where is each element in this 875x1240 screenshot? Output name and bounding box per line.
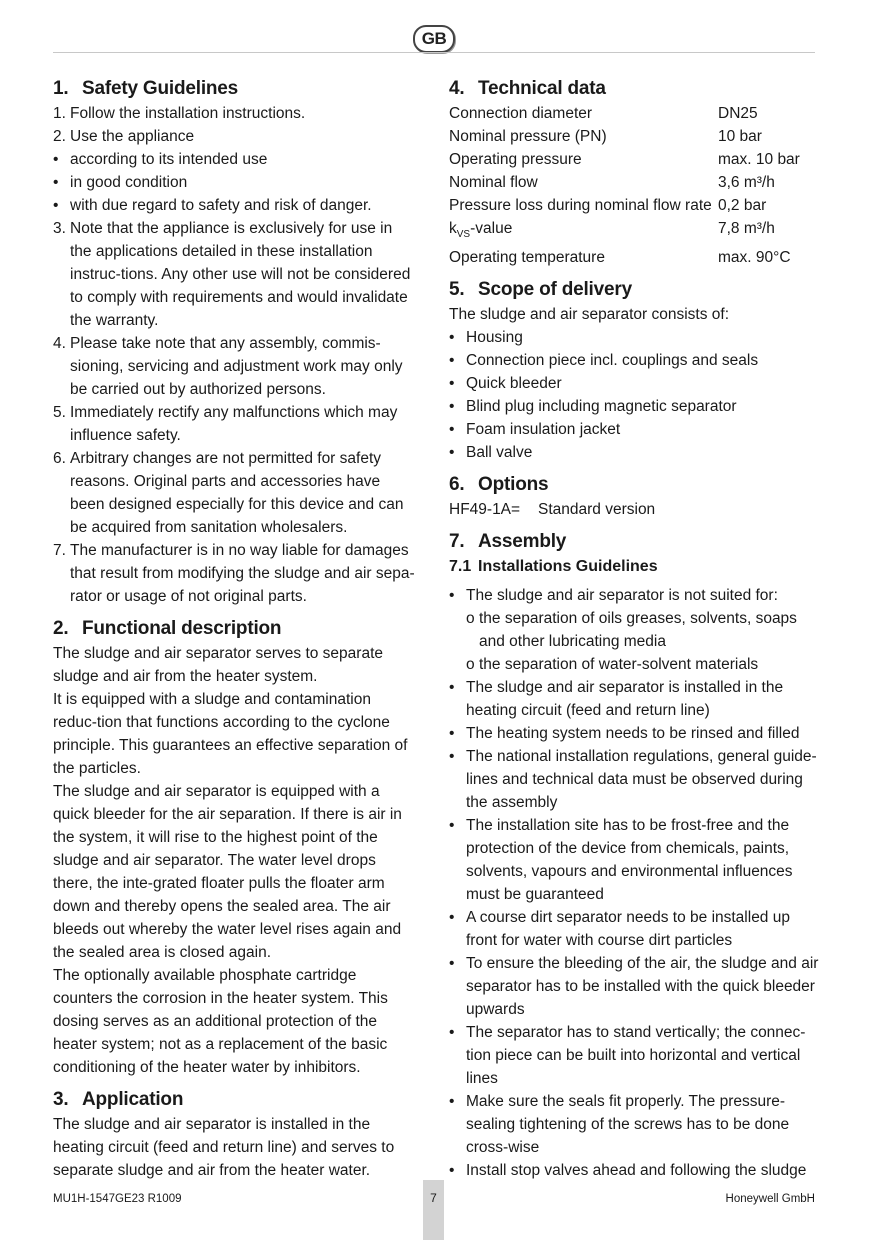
list-marker: •: [449, 1162, 455, 1180]
spec-value: DN25: [718, 105, 758, 122]
list-item: [53, 401, 418, 447]
list-marker: •: [449, 444, 455, 462]
list-item: [53, 194, 418, 217]
list-item: [53, 539, 418, 608]
list-marker: •: [449, 909, 455, 927]
right-column: [449, 76, 821, 1190]
spec-label: Pressure loss during nominal flow rate: [449, 197, 712, 214]
section-scope-of-delivery: [449, 277, 821, 464]
section-safety-guidelines: [53, 76, 418, 608]
technical-data-table: [449, 102, 800, 269]
spec-label: Connection diameter: [449, 105, 593, 122]
list-marker: •: [449, 748, 455, 766]
list-marker: o: [466, 610, 475, 628]
spec-label: Operating temperature: [449, 249, 605, 267]
spec-value: 0,2 bar: [718, 197, 767, 214]
section-heading: 5. Scope of delivery: [449, 279, 632, 301]
delivery-list: [449, 326, 821, 464]
list-item-text: with due regard to safety and risk of danger.: [70, 197, 372, 214]
list-marker: 7.: [53, 542, 66, 559]
list-marker: •: [449, 679, 455, 697]
list-item-text: The national installation regulations, general guide-lines and technical data must be observed during the assembly: [466, 748, 817, 812]
list-marker: 3.: [53, 220, 66, 237]
list-item-text: A course dirt separator needs to be installed up front for water with course dirt particles: [466, 909, 790, 950]
list-marker: o: [466, 656, 475, 674]
list-item-text: Quick bleeder: [466, 375, 562, 393]
list-marker: 2.: [53, 128, 66, 145]
paragraph: The sludge and air separator consists of:: [449, 306, 730, 324]
list-item-text: Foam insulation jacket: [466, 421, 621, 439]
list-item: [53, 332, 418, 401]
list-marker: 6.: [53, 450, 66, 467]
table-row: [449, 102, 800, 125]
page-number: 7: [423, 1180, 444, 1240]
list-marker: •: [449, 398, 455, 416]
section-heading: 7. Assembly: [449, 531, 567, 553]
table-row: [449, 171, 800, 194]
list-marker: •: [53, 197, 59, 214]
list-item-text: Use the appliance: [70, 128, 195, 145]
spec-label: Nominal flow: [449, 174, 538, 191]
list-marker: •: [53, 174, 59, 191]
list-item: [449, 418, 821, 441]
list-item: [53, 102, 418, 125]
table-row: [449, 125, 800, 148]
list-marker: •: [449, 725, 455, 743]
list-item: [53, 171, 418, 194]
list-item: [449, 349, 821, 372]
spec-label: Nominal pressure (PN): [449, 128, 607, 145]
country-badge: GB: [413, 25, 455, 53]
subsection-heading: 7.1 Installations Guidelines: [449, 558, 658, 576]
list-item-text: according to its intended use: [70, 151, 268, 168]
paragraph: The sludge and air separator serves to separate sludge and air from the heater system.: [53, 645, 383, 685]
spec-value: 7,8 m³/h: [718, 220, 775, 237]
list-item-text: in good condition: [70, 174, 188, 191]
list-item: [449, 372, 821, 395]
table-row: [449, 148, 800, 171]
section-heading: 6. Options: [449, 474, 549, 496]
spec-label: Operating pressure: [449, 151, 582, 168]
list-marker: 1.: [53, 105, 66, 122]
list-item: [449, 607, 821, 653]
list-item-text: Install stop valves ahead and following the sludge: [466, 1162, 807, 1180]
section-functional-description: [53, 616, 418, 1079]
spec-value: 10 bar: [718, 128, 762, 145]
spec-value: max. 10 bar: [718, 151, 800, 168]
list-item-text: Blind plug including magnetic separator: [466, 398, 737, 416]
list-item: [53, 148, 418, 171]
option-code: HF49-1A=: [449, 501, 521, 519]
list-item-text: The sludge and air separator is installed in the heating circuit (feed and return line): [466, 679, 784, 720]
list-item: [53, 447, 418, 539]
list-item: [449, 676, 821, 722]
list-item-text: Arbitrary changes are not permitted for safety reasons. Original parts and accessories have been designed especially for this device and can be acquired from sanitation wholesalers.: [70, 450, 404, 536]
header-rule: [53, 52, 815, 53]
list-item-text: Make sure the seals fit properly. The pressure-sealing tightening of the screws has to be done cross-wise: [466, 1093, 790, 1157]
section-assembly: [449, 529, 821, 1182]
list-item-text: The installation site has to be frost-free and the protection of the device from chemicals, paints, solvents, vapours and environmental influences must be guaranteed: [466, 817, 793, 904]
option-description: Standard version: [538, 501, 656, 519]
list-item-text: Note that the appliance is exclusively for use in the applications detailed in these installation instruc-tions. Any other use will not be considered to comply with requirements and would invalidate the warranty.: [70, 220, 411, 329]
list-item: [449, 584, 821, 607]
option-row: [449, 498, 821, 521]
list-marker: 4.: [53, 335, 66, 352]
list-item: [53, 217, 418, 332]
list-item: [449, 395, 821, 418]
list-marker: •: [449, 421, 455, 439]
table-row: [449, 217, 800, 246]
list-item: [449, 1159, 821, 1182]
list-marker: •: [449, 1093, 455, 1111]
list-item-text: the separation of water-solvent materials: [479, 656, 759, 674]
footer-document-id: MU1H-1547GE23 R1009: [53, 1193, 182, 1205]
paragraph: The sludge and air separator is installed in the heating circuit (feed and return line) and serves to separate sludge and air from the heater water.: [53, 1116, 395, 1179]
section-heading: 3. Application: [53, 1089, 184, 1110]
list-item: [449, 441, 821, 464]
list-marker: •: [449, 817, 455, 835]
section-technical-data: [449, 76, 821, 269]
section-options: [449, 472, 821, 521]
list-item: [449, 1021, 821, 1090]
list-item-text: The separator has to stand vertically; the connec-tion piece can be built into horizontal and vertical lines: [466, 1024, 806, 1088]
paragraph: The optionally available phosphate cartridge counters the corrosion in the heater system. This dosing serves as an additional protection of the heater system; not as a replacement of the basic conditioning of the heater water by inhibitors.: [53, 967, 388, 1076]
list-marker: 5.: [53, 404, 66, 421]
list-marker: •: [449, 352, 455, 370]
list-marker: •: [53, 151, 59, 168]
spec-value: max. 90°C: [718, 249, 791, 267]
list-item: [449, 814, 821, 906]
list-item-text: Connection piece incl. couplings and seals: [466, 352, 759, 370]
list-item-text: Follow the installation instructions.: [70, 105, 306, 122]
list-item: [53, 125, 418, 148]
safety-list: [53, 102, 418, 608]
list-item: [449, 653, 821, 676]
list-item: [449, 906, 821, 952]
list-marker: •: [449, 1024, 455, 1042]
paragraph: It is equipped with a sludge and contamination reduc-tion that functions according to the cyclone principle. This guarantees an effective separation of the particles.: [53, 691, 408, 777]
list-item: [449, 722, 821, 745]
list-item-text: Ball valve: [466, 444, 533, 462]
list-item: [449, 952, 821, 1021]
list-item: [449, 1090, 821, 1159]
list-item-text: the separation of oils greases, solvents, soaps and other lubricating media: [479, 610, 797, 651]
list-item-text: The heating system needs to be rinsed and filled: [466, 725, 800, 743]
section-heading: 1. Safety Guidelines: [53, 78, 239, 99]
list-item-text: To ensure the bleeding of the air, the sludge and air separator has to be installed with the quick bleeder upwards: [466, 955, 819, 1019]
list-item-text: Immediately rectify any malfunctions which may influence safety.: [70, 404, 398, 444]
list-item-text: Housing: [466, 329, 523, 347]
section-heading: 2. Functional description: [53, 618, 282, 639]
table-row: [449, 246, 800, 269]
list-marker: •: [449, 587, 455, 605]
section-application: [53, 1087, 418, 1182]
list-item-text: The sludge and air separator is not suited for:: [466, 587, 778, 605]
list-item: [449, 745, 821, 814]
installation-guidelines-list: [449, 584, 821, 1182]
spec-value: 3,6 m³/h: [718, 174, 775, 191]
list-marker: •: [449, 375, 455, 393]
list-marker: •: [449, 329, 455, 347]
left-column: [53, 76, 418, 1190]
paragraph: The sludge and air separator is equipped with a quick bleeder for the air separation. If there is air in the system, it will rise to the highest point of the sludge and air separator. The water level drops there, the inte-grated floater pulls the floater arm down and thereby opens the sealed area. The air bleeds out whereby the water level rises again and the sealed area is closed again.: [53, 783, 402, 961]
table-row: [449, 194, 800, 217]
list-item: [449, 326, 821, 349]
list-item-text: Please take note that any assembly, commis-sioning, servicing and adjustment work may only be carried out by authorized persons.: [70, 335, 403, 398]
list-marker: •: [449, 955, 455, 973]
list-item-text: The manufacturer is in no way liable for damages that result from modifying the sludge and air sepa-rator or usage of not original parts.: [70, 542, 415, 605]
footer-company: Honeywell GmbH: [725, 1193, 815, 1205]
spec-label: $k_{VS}$-value: [449, 220, 513, 241]
section-heading: 4. Technical data: [449, 78, 606, 99]
